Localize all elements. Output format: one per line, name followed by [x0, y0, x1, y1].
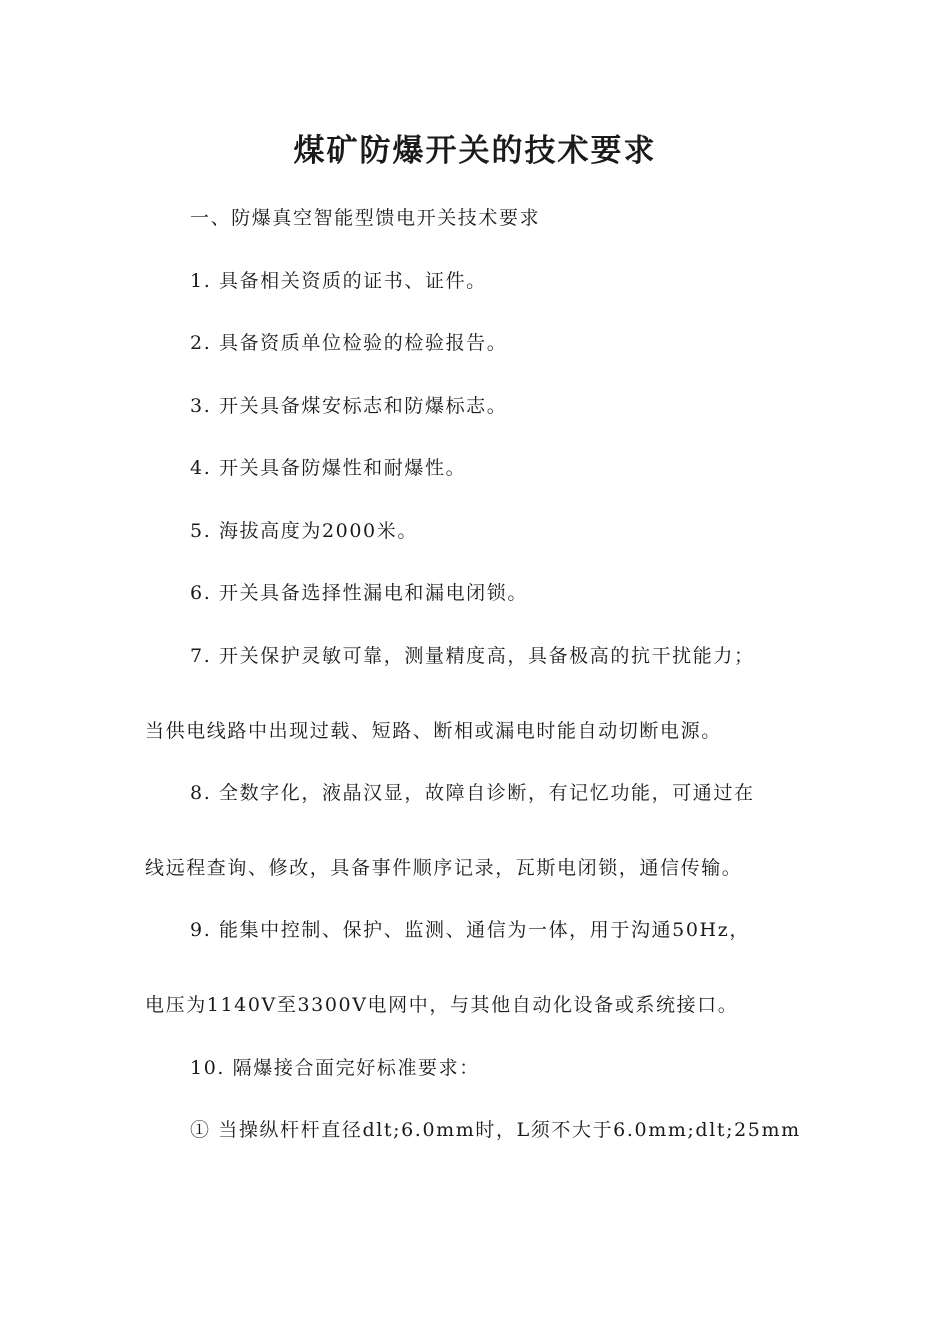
- list-item-6: 6. 开关具备选择性漏电和漏电闭锁。: [190, 582, 528, 604]
- list-item-3: 3. 开关具备煤安标志和防爆标志。: [190, 395, 508, 417]
- list-item-8-continued: 线远程查询、修改，具备事件顺序记录，瓦斯电闭锁，通信传输。: [145, 857, 743, 879]
- list-item-7: 7. 开关保护灵敏可靠，测量精度高，具备极高的抗干扰能力；: [190, 645, 755, 667]
- list-item-2: 2. 具备资质单位检验的检验报告。: [190, 332, 508, 354]
- list-item-7-continued: 当供电线路中出现过载、短路、断相或漏电时能自动切断电源。: [145, 720, 722, 742]
- list-item-5: 5. 海拔高度为2000米。: [190, 520, 418, 542]
- sub-item-1: ① 当操纵杆杆直径dlt;6.0mm时，L须不大于6.0mm;dlt;25mm: [190, 1119, 801, 1141]
- list-item-10: 10. 隔爆接合面完好标准要求：: [190, 1057, 480, 1079]
- list-item-8: 8. 全数字化，液晶汉显，故障自诊断，有记忆功能，可通过在: [190, 782, 755, 804]
- list-item-9-continued: 电压为1140V至3300V电网中，与其他自动化设备或系统接口。: [145, 994, 739, 1016]
- section-heading: 一、防爆真空智能型馈电开关技术要求: [190, 207, 541, 229]
- list-item-1: 1. 具备相关资质的证书、证件。: [190, 270, 487, 292]
- list-item-9: 9. 能集中控制、保护、监测、通信为一体，用于沟通50Hz，: [190, 919, 750, 941]
- document-title: 煤矿防爆开关的技术要求: [293, 133, 657, 169]
- list-item-4: 4. 开关具备防爆性和耐爆性。: [190, 457, 467, 479]
